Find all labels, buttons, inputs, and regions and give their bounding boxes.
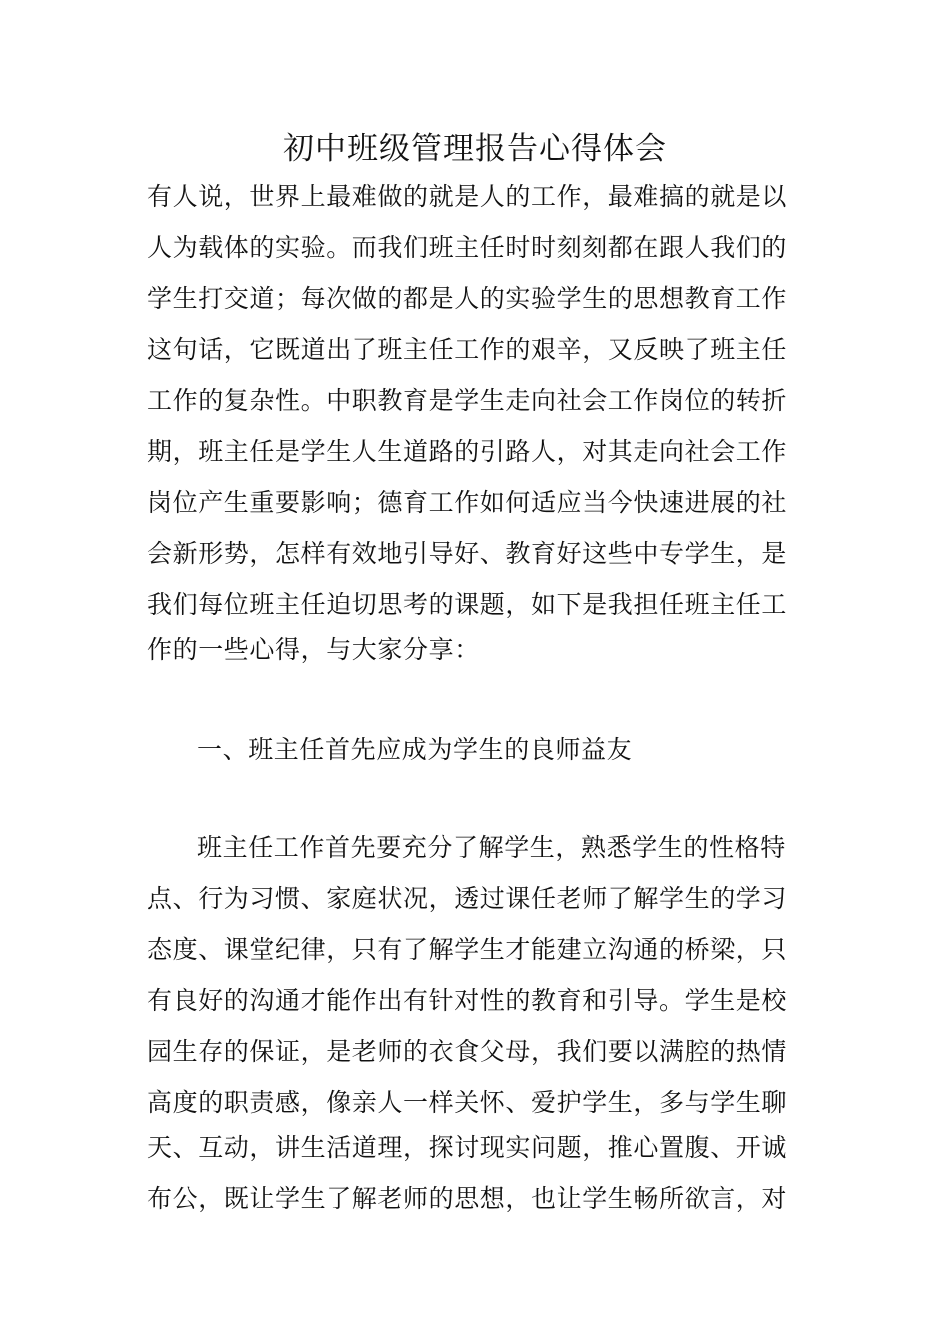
paragraph-1-line-9: 我们每位班主任迫切思考的课题，如下是我担任班主任工 [147,590,788,619]
paragraph-2-line-4: 有良好的沟通才能作出有针对性的教育和引导。学生是校 [147,986,788,1015]
paragraph-2-line-1: 班主任工作首先要充分了解学生，熟悉学生的性格特 [197,833,786,862]
section-heading-1: 一、班主任首先应成为学生的良师益友 [197,735,633,764]
paragraph-2-line-7: 天、互动，讲生活道理，探讨现实问题，推心置腹、开诚 [147,1133,788,1162]
paragraph-2-line-6: 高度的职责感，像亲人一样关怀、爱护学生，多与学生聊 [147,1088,788,1117]
paragraph-1-line-10: 作的一些心得，与大家分享： [147,635,480,664]
paragraph-2-line-8: 布公，既让学生了解老师的思想，也让学生畅所欲言，对 [147,1184,788,1213]
paragraph-1-line-3: 学生打交道；每次做的都是人的实验学生的思想教育工作 [147,284,788,313]
paragraph-2-line-3: 态度、课堂纪律，只有了解学生才能建立沟通的桥梁，只 [147,935,788,964]
document-title: 初中班级管理报告心得体会 [283,131,667,167]
paragraph-1-line-6: 期，班主任是学生人生道路的引路人，对其走向社会工作 [147,437,788,466]
paragraph-1-line-2: 人为载体的实验。而我们班主任时时刻刻都在跟人我们的 [147,233,788,262]
paragraph-1-line-7: 岗位产生重要影响；德育工作如何适应当今快速进展的社 [147,488,788,517]
paragraph-2-line-5: 园生存的保证，是老师的衣食父母，我们要以满腔的热情 [147,1037,788,1066]
paragraph-1-line-5: 工作的复杂性。中职教育是学生走向社会工作岗位的转折 [147,386,788,415]
paragraph-1-line-1: 有人说，世界上最难做的就是人的工作，最难搞的就是以 [147,182,788,211]
paragraph-1-line-4: 这句话，它既道出了班主任工作的艰辛，又反映了班主任 [147,335,788,364]
paragraph-2-line-2: 点、行为习惯、家庭状况，透过课任老师了解学生的学习 [147,884,788,913]
paragraph-1-line-8: 会新形势，怎样有效地引导好、教育好这些中专学生，是 [147,539,788,568]
